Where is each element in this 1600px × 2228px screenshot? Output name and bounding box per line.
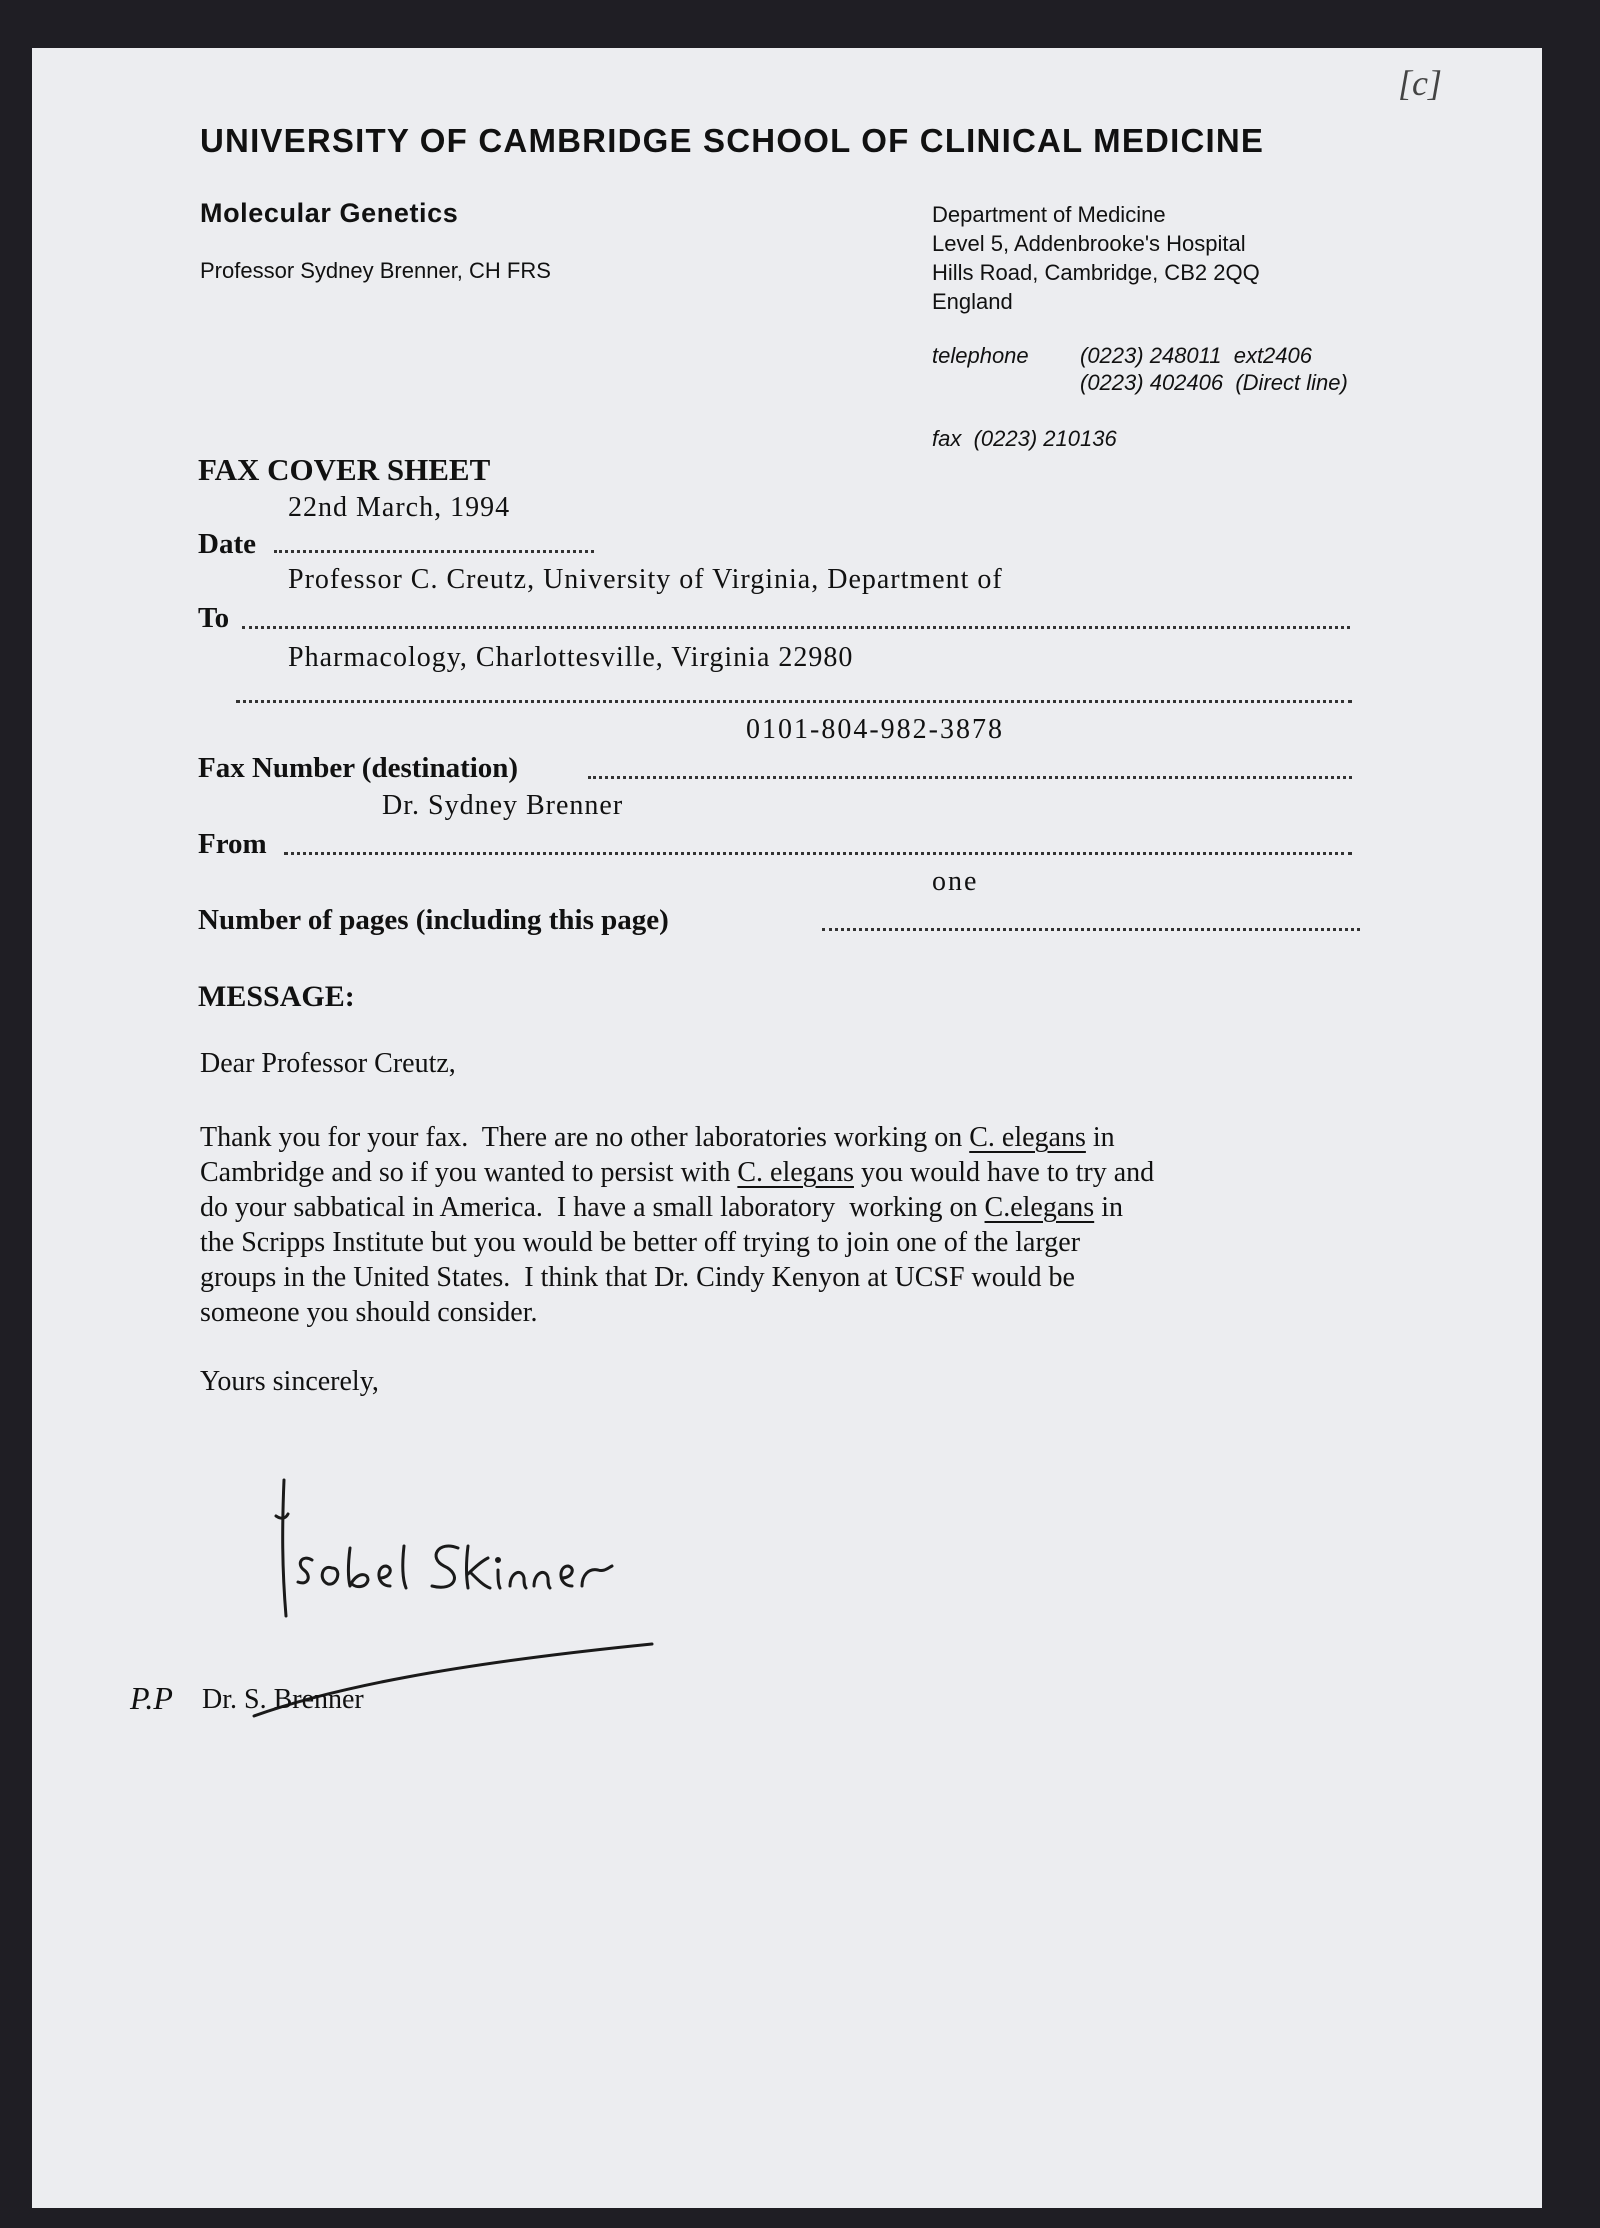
closing: Yours sincerely,	[200, 1366, 379, 1397]
address-line: England	[932, 289, 1013, 314]
address-line: Department of Medicine	[932, 202, 1166, 227]
fax-destination-value: 0101-804-982-3878	[746, 714, 1004, 745]
message-line: groups in the United States. I think that Dr. Cindy Kenyon at UCSF would be	[200, 1262, 1075, 1293]
address-block	[932, 200, 1260, 316]
fax-destination-dotted-line	[588, 776, 1352, 779]
date-label: Date	[198, 528, 256, 560]
species-name: C.elegans	[984, 1192, 1095, 1223]
message-line: someone you should consider.	[200, 1297, 538, 1328]
message-line: do your sabbatical in America. I have a small laboratory working on C.elegans in	[200, 1192, 1123, 1223]
address-line: Hills Road, Cambridge, CB2 2QQ	[932, 260, 1260, 285]
telephone-label: telephone	[932, 343, 1029, 368]
signature-drawing	[232, 1468, 692, 1718]
telephone-direct: (0223) 402406 (Direct line)	[1080, 370, 1348, 395]
from-label: From	[198, 828, 267, 860]
message-line: Thank you for your fax. There are no other laboratories working on C. elegans in	[200, 1122, 1115, 1153]
professor-name: Professor Sydney Brenner, CH FRS	[200, 258, 551, 283]
to-value-line2: Pharmacology, Charlottesville, Virginia 22980	[288, 642, 854, 673]
message-line: Cambridge and so if you wanted to persist with C. elegans you would have to try and	[200, 1157, 1155, 1188]
date-value: 22nd March, 1994	[288, 492, 511, 523]
to-value-line1: Professor C. Creutz, University of Virginia, Department of	[288, 564, 1003, 595]
to-dotted-line-2	[236, 700, 1352, 703]
institution-heading: UNIVERSITY OF CAMBRIDGE SCHOOL OF CLINICAL MEDICINE	[200, 122, 1265, 159]
from-dotted-line	[284, 852, 1352, 855]
from-value: Dr. Sydney Brenner	[382, 790, 624, 821]
pages-value: one	[932, 866, 979, 897]
fax-number-letterhead: fax (0223) 210136	[932, 426, 1117, 451]
to-dotted-line	[242, 626, 1350, 629]
message-heading: MESSAGE:	[198, 980, 355, 1013]
archive-mark: [c]	[1398, 63, 1442, 103]
address-line: Level 5, Addenbrooke's Hospital	[932, 231, 1246, 256]
form-title: FAX COVER SHEET	[198, 452, 491, 487]
pp-annotation: P.P	[130, 1680, 173, 1716]
fax-cover-sheet	[32, 48, 1542, 2208]
species-name: C. elegans	[737, 1157, 854, 1188]
unit-name: Molecular Genetics	[200, 198, 459, 228]
message-body	[200, 1120, 1154, 1330]
date-dotted-line	[274, 550, 594, 553]
signatory: Dr. S. Brenner	[202, 1684, 364, 1715]
species-name: C. elegans	[969, 1122, 1086, 1153]
to-label: To	[198, 602, 230, 634]
pages-dotted-line	[822, 928, 1360, 931]
salutation: Dear Professor Creutz,	[200, 1048, 456, 1079]
pages-label: Number of pages (including this page)	[198, 904, 669, 936]
message-line: the Scripps Institute but you would be better off trying to join one of the larger	[200, 1227, 1081, 1258]
telephone-number: (0223) 248011 ext2406	[1080, 343, 1312, 368]
fax-destination-label: Fax Number (destination)	[198, 752, 519, 784]
